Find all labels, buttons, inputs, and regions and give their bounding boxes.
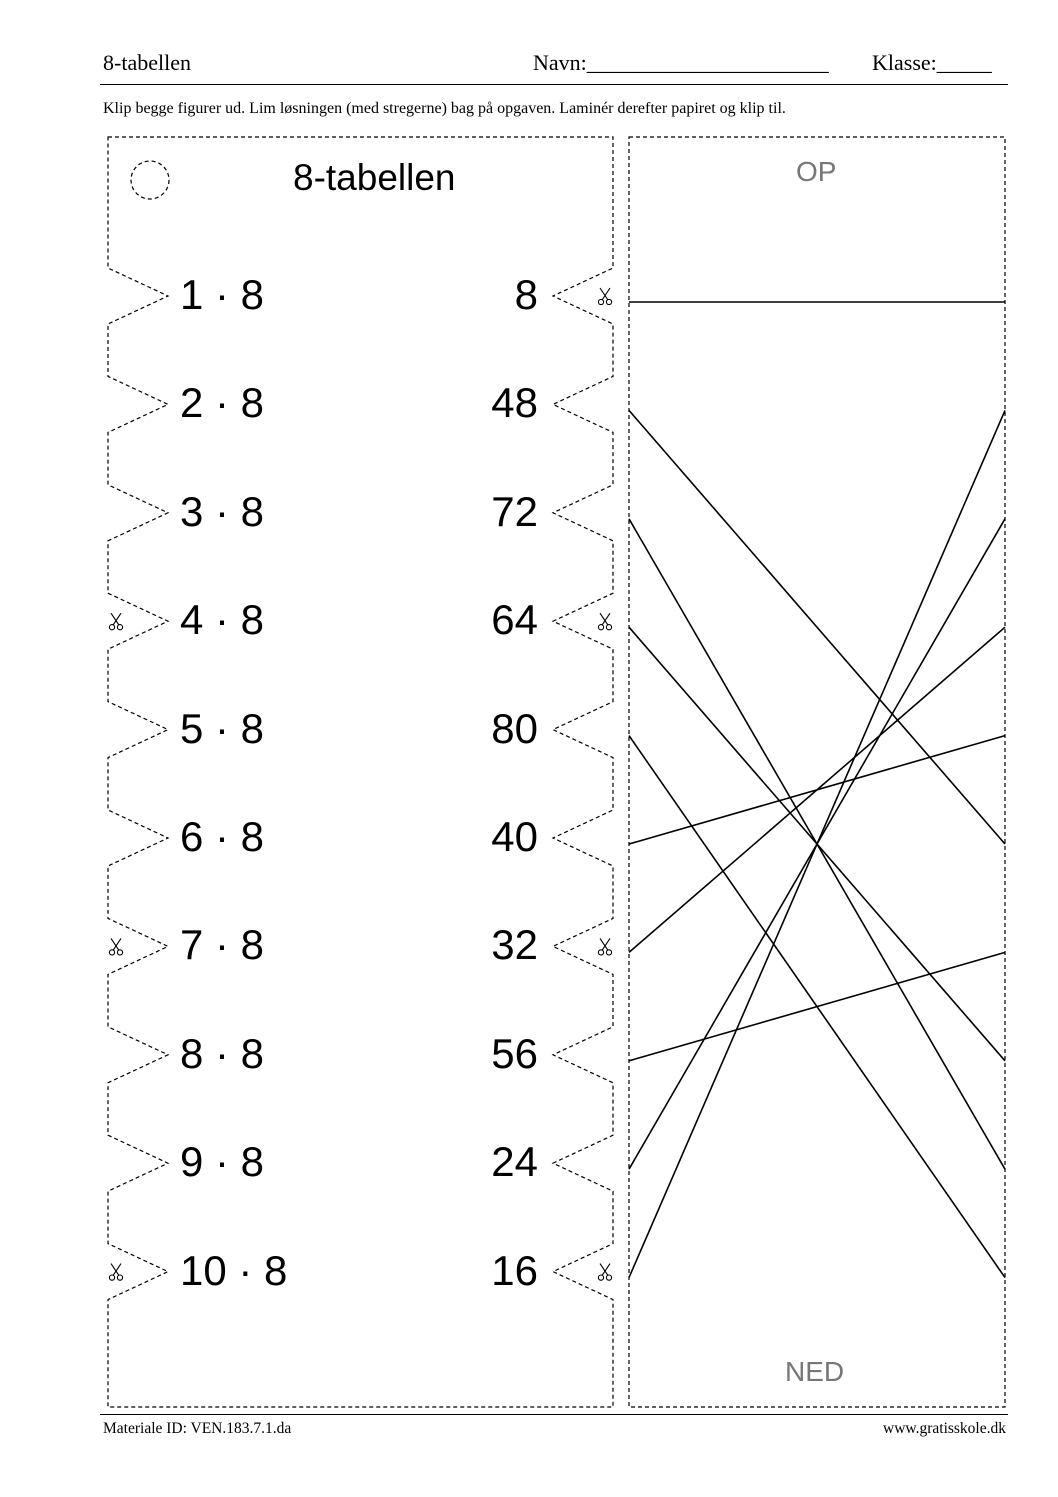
- page-title: 8-tabellen: [103, 50, 191, 75]
- scissors-icon: [109, 613, 122, 630]
- scissors-icon: [598, 938, 611, 955]
- scissors-icon: [598, 613, 611, 630]
- solution-line: [629, 410, 1005, 1277]
- solution-line: [629, 952, 1005, 1060]
- name-field-label: Navn:______________________: [533, 50, 829, 75]
- answer-value: 32: [491, 921, 538, 969]
- multiplication-expression: 3 · 8: [180, 487, 265, 535]
- instructions: Klip begge figurer ud. Lim løsningen (med stregerne) bag på opgaven. Laminér derefter papiret og klip til.: [103, 100, 786, 117]
- scissors-icon: [109, 938, 122, 955]
- scissor-marks: [109, 288, 611, 1280]
- multiplication-expression: 8 · 8: [180, 1029, 265, 1077]
- punch-hole-circle: [131, 161, 169, 199]
- answer-value: 64: [491, 596, 538, 644]
- solution-card-outline: [629, 137, 1005, 1407]
- task-card-outline: [108, 137, 613, 1407]
- solution-line: [629, 627, 1005, 952]
- scissors-icon: [109, 1264, 122, 1281]
- answer-value: 48: [491, 379, 538, 427]
- multiplication-expression: 6 · 8: [180, 813, 265, 860]
- top-direction-label: OP: [796, 156, 837, 187]
- answer-value: 40: [491, 813, 538, 860]
- multiplication-expression: 9 · 8: [180, 1138, 265, 1186]
- multiplication-expression: 10 · 8: [180, 1246, 288, 1294]
- multiplication-expression: 4 · 8: [180, 596, 265, 644]
- answer-value: 80: [491, 704, 538, 752]
- multiplication-expression: 2 · 8: [180, 379, 265, 427]
- solution-line: [629, 410, 1005, 844]
- answer-value: 16: [491, 1246, 538, 1294]
- answer-value: 72: [491, 487, 538, 535]
- website-link: www.gratisskole.dk: [883, 1420, 1006, 1437]
- footer-divider: [100, 1414, 1008, 1415]
- multiplication-expression: 5 · 8: [180, 704, 265, 752]
- answer-value: 24: [491, 1138, 538, 1186]
- multiplication-expression: 7 · 8: [180, 921, 265, 969]
- answer-value: 56: [491, 1029, 538, 1077]
- material-id: Materiale ID: VEN.183.7.1.da: [103, 1420, 292, 1437]
- bottom-direction-label: NED: [785, 1356, 845, 1387]
- class-field-label: Klasse:_____: [872, 50, 992, 75]
- card-title: 8-tabellen: [293, 157, 456, 198]
- scissors-icon: [598, 1264, 611, 1281]
- solution-lines: [629, 302, 1005, 1278]
- scissors-icon: [598, 288, 611, 305]
- multiplication-expression: 1 · 8: [180, 271, 265, 318]
- answer-value: 8: [514, 271, 538, 318]
